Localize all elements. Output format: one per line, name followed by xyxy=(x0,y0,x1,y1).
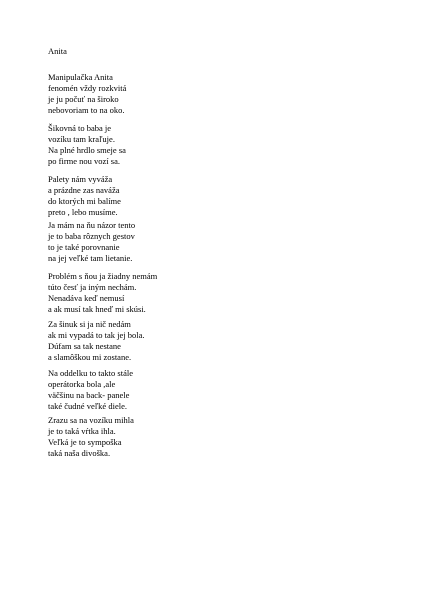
poem-line: Šikovná to baba je xyxy=(48,123,112,133)
poem-line: a slamôškou mi zostane. xyxy=(48,352,132,362)
poem-line: Nenadáva keď nemusí xyxy=(48,293,125,303)
poem-line: a ak musí tak hneď mi skúsi. xyxy=(48,304,146,314)
poem-line: je to baba rôznych gestov xyxy=(48,231,135,241)
poem-line: po firme nou vozí sa. xyxy=(48,156,120,166)
stanza-7 xyxy=(48,368,133,412)
poem-line: do ktorých mi balíme xyxy=(48,196,121,206)
poem-line: Na plné hrdlo smeje sa xyxy=(48,145,126,155)
poem-line: a prázdne zas naváža xyxy=(48,185,120,195)
poem-line: také čudné veľké diele. xyxy=(48,401,127,411)
poem-line: nebovoriam to na oko. xyxy=(48,105,125,115)
poem-line: Ja mám na ňu názor tento xyxy=(48,220,136,230)
poem-line: Veľká je to sympoška xyxy=(48,437,122,447)
stanza-8 xyxy=(48,415,134,459)
poem-line: je ju počuť na široko xyxy=(48,94,119,104)
poem-line: Palety nám vyváža xyxy=(48,174,113,184)
poem-line: väčšinu na back- panele xyxy=(48,390,130,400)
poem-line: na jej veľké tam lietanie. xyxy=(48,253,133,263)
poem-line: ak mi vypadá to tak jej bola. xyxy=(48,330,145,340)
poem-line: Za šinuk si ja nič nedám xyxy=(48,319,131,329)
poem-line: to je také porovnanie xyxy=(48,242,120,252)
stanza-2 xyxy=(48,123,126,167)
poem-line: vozíku tam kraľuje. xyxy=(48,134,115,144)
stanza-3 xyxy=(48,174,121,218)
poem-line: je to taká vŕtka ihla. xyxy=(48,426,116,436)
stanza-6 xyxy=(48,319,145,363)
poem-line: túto česť ja iným nechám. xyxy=(48,282,137,292)
stanza-5 xyxy=(48,271,157,315)
poem-line: fenomén vždy rozkvitá xyxy=(48,83,127,93)
poem-line: operátorka bola ,ale xyxy=(48,379,116,389)
poem-line: preto , lebo musíme. xyxy=(48,207,118,217)
poem-line: Dúfam sa tak nestane xyxy=(48,341,121,351)
poem-line: Manipulačka Anita xyxy=(48,72,113,82)
poem-line: Na oddelku to takto stále xyxy=(48,368,133,378)
stanza-4 xyxy=(48,220,135,264)
stanza-1 xyxy=(48,72,126,116)
poem-line: Zrazu sa na vozíku mihla xyxy=(48,415,134,425)
poem-title: Anita xyxy=(48,46,67,56)
poem-line: Problém s ňou ja žiadny nemám xyxy=(48,271,158,281)
poem-line: taká naša divoška. xyxy=(48,448,111,458)
